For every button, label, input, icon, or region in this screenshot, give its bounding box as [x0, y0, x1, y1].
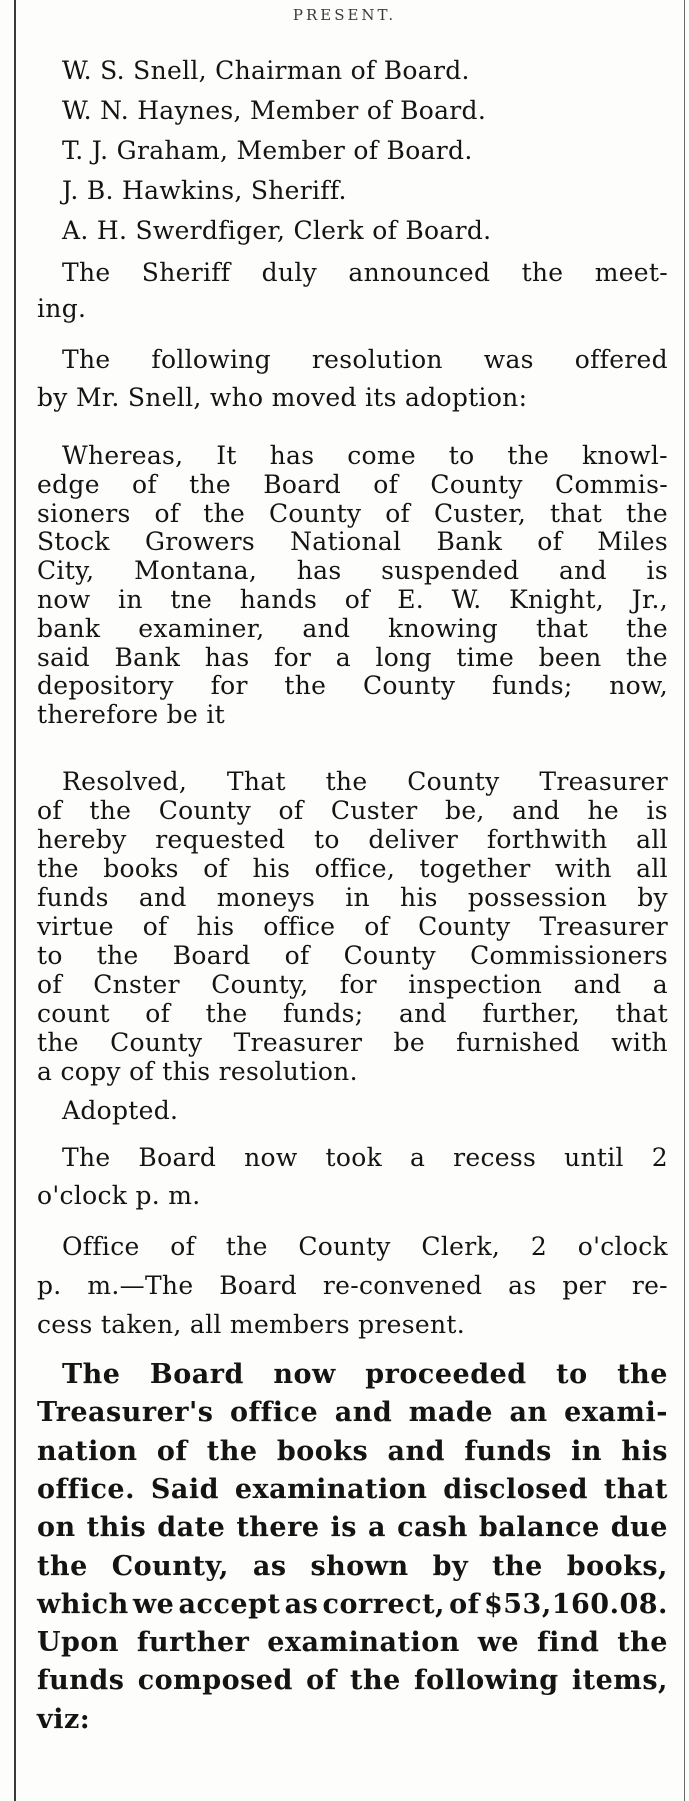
text-line: funds and moneys in his possession by [37, 883, 668, 912]
text-line: office. Said examination disclosed that [37, 1474, 668, 1505]
text-line: Adopted. [62, 1096, 179, 1125]
text-line: The Board now proceeded to the [62, 1359, 668, 1390]
text-line: J. B. Hawkins, Sheriff. [62, 176, 347, 205]
text-line: depository for the County funds; now, [37, 671, 668, 700]
text-line: o'clock p. m. [37, 1181, 201, 1210]
text-line: by Mr. Snell, who moved its adoption: [37, 383, 528, 412]
text-line: cess taken, all members present. [37, 1310, 465, 1339]
text-line: The Sheriff duly announced the meet- [62, 258, 668, 287]
text-line: A. H. Swerdfiger, Clerk of Board. [62, 216, 492, 245]
text-line: Treasurer's office and made an exami- [37, 1397, 668, 1428]
text-line: the books of his office, together with all [37, 854, 668, 883]
right-column-rule [684, 0, 685, 1801]
text-line: T. J. Graham, Member of Board. [62, 136, 473, 165]
text-line: funds composed of the following items, [37, 1665, 668, 1696]
text-line: ing. [37, 294, 87, 323]
text-line: hereby requested to deliver forthwith all [37, 825, 668, 854]
text-line: p. m.—The Board re-convened as per re- [37, 1271, 668, 1300]
text-line: the County, as shown by the books, [37, 1551, 668, 1582]
text-line: The Board now took a recess until 2 [62, 1143, 668, 1172]
text-line: of the County of Custer be, and he is [37, 796, 668, 825]
text-line: of Cnster County, for inspection and a [37, 970, 668, 999]
text-line: Upon further examination we find the [37, 1627, 668, 1658]
text-line: now in tne hands of E. W. Knight, Jr., [37, 585, 668, 614]
text-line: a copy of this resolution. [37, 1057, 358, 1086]
text-line: the County Treasurer be furnished with [37, 1028, 668, 1057]
text-line: Stock Growers National Bank of Miles [37, 527, 668, 556]
text-line: to the Board of County Commissioners [37, 941, 668, 970]
text-line: City, Montana, has suspended and is [37, 556, 668, 585]
text-line: therefore be it [37, 700, 225, 729]
text-line: Resolved, That the County Treasurer [62, 767, 668, 796]
left-column-rule [14, 0, 16, 1801]
text-line: count of the funds; and further, that [37, 999, 668, 1028]
present-heading: PRESENT. [292, 6, 397, 24]
text-line: Office of the County Clerk, 2 o'clock [62, 1232, 668, 1261]
text-line: edge of the Board of County Commis- [37, 470, 668, 499]
text-line: The following resolution was offered [62, 345, 668, 374]
text-line: which we accept as correct, of $53,160.08. [37, 1589, 668, 1620]
text-line: bank examiner, and knowing that the [37, 614, 668, 643]
text-line: virtue of his office of County Treasurer [37, 912, 668, 941]
text-line: nation of the books and funds in his [37, 1436, 668, 1467]
text-line: sioners of the County of Custer, that the [37, 499, 668, 528]
text-line: on this date there is a cash balance due [37, 1512, 668, 1543]
text-line: viz: [37, 1704, 91, 1735]
text-line: W. S. Snell, Chairman of Board. [62, 56, 470, 85]
text-line: Whereas, It has come to the knowl- [62, 441, 668, 470]
text-line: said Bank has for a long time been the [37, 643, 668, 672]
text-line: W. N. Haynes, Member of Board. [62, 96, 487, 125]
